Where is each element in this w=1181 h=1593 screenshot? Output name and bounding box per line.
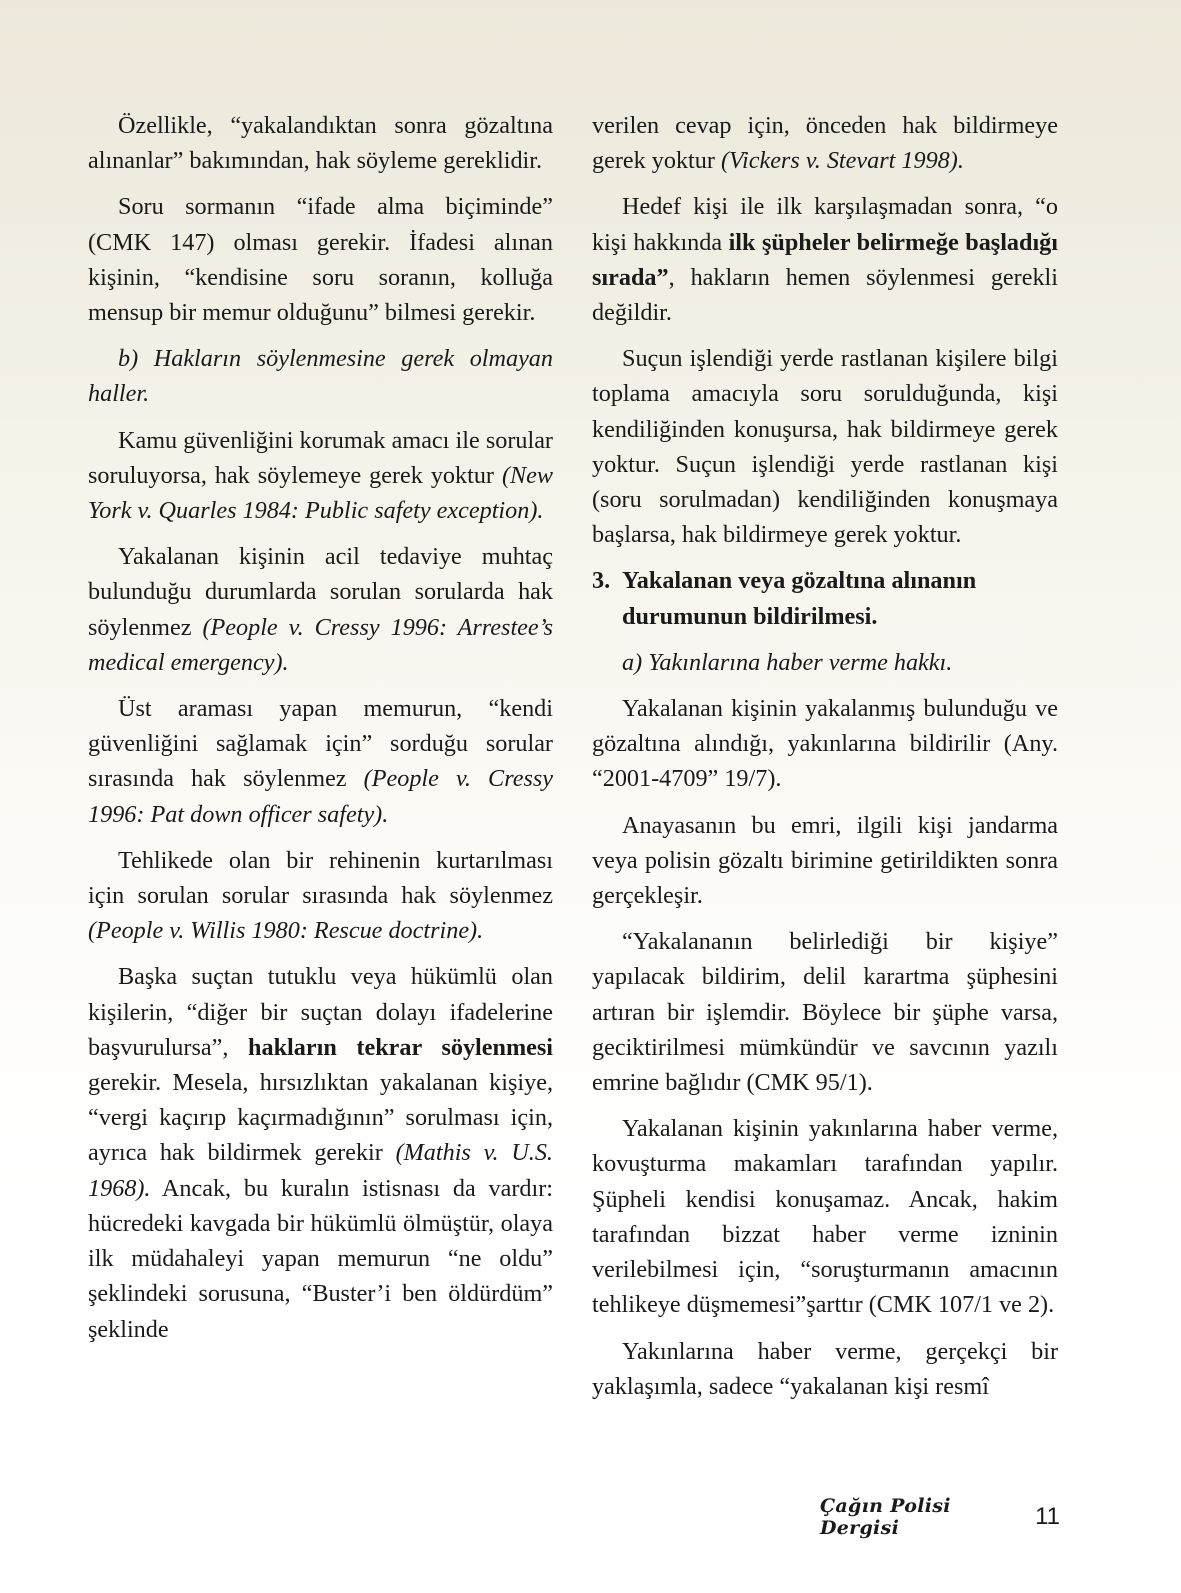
subheading: b) Hakların söylenmesine gerek olmayan haller. [88,345,553,408]
paragraph: Kamu güvenliğini korumak amacı ile sorular soruluyorsa, hak söylemeye gerek yoktur (New York v. Quarles 1984: Public safety exception). [88,426,553,525]
section-number: 3. [592,567,611,595]
page-footer [820,1495,1060,1539]
paragraph: Başka suçtan tutuklu veya hükümlü olan kişilerin, “diğer bir suçtan dolayı ifadelerine başvurulursa”, hakların tekrar söylenmesi gerekir. Mesela, hırsızlıktan yakalanan kişiye, “vergi kaçırıp kaçırmadığının” sorulması için, ayrıca hak bildirmek gerekir (Mathis v. U.S. 1968). Ancak, bu kuralın istisnası da vardır: hücredeki kavgada bir hükümlü ölmüştür, olaya ilk müdahaleyi yapan memurun “ne oldu” şeklindeki sorusuna, “Buster’i ben öldürdüm” şeklinde [88,963,553,1343]
magazine-title: Çağın Polisi Dergisi [820,1495,951,1539]
emphasis: hakların tekrar söylenmesi [248,1033,553,1061]
citation: (Vickers v. Stevart 1998). [720,147,964,175]
paragraph: Suçun işlendiği yerde rastlanan kişilere bilgi toplama amacıyla soru sorulduğunda, kişi kendiliğinden konuşursa, hak bildirmeye gerek yoktur. Suçun işlendiği yerde rastlanan kişi (soru sorulmadan) kendiliğinden konuşmaya başlarsa, hak bildirmeye gerek yoktur. [592,345,1058,549]
paragraph: Soru sormanın “ifade alma biçiminde” (CMK 147) olması gerekir. İfadesi alınan kişinin, “kendisine soru soranın, kolluğa mensup bir memur olduğunu” bilmesi gerekir. [88,193,553,327]
paragraph: Yakınlarına haber verme, gerçekçi bir yaklaşımla, sadece “yakalanan kişi resmî [592,1337,1058,1400]
paragraph: Tehlikede olan bir rehinenin kurtarılması için sorulan sorular sırasında hak söylenmez (People v. Willis 1980: Rescue doctrine). [88,846,553,945]
page-number: 11 [1035,1503,1060,1530]
citation: (Mathis v. U.S. 1968). [88,1139,553,1202]
paragraph: Yakalanan kişinin yakalanmış bulunduğu ve gözaltına alındığı, yakınlarına bildirilir (Any. “2001-4709” 19/7). [592,695,1058,793]
paragraph: Üst araması yapan memurun, “kendi güvenliğini sağlamak için” sorduğu sorular sırasında hak söylenmez (People v. Cressy 1996: Pat down officer safety). [88,695,554,828]
paragraph: verilen cevap için, önceden hak bildirmeye gerek yoktur (Vickers v. Stevart 1998). [592,112,1058,175]
citation: (People v. Cressy 1996: Arrestee’s medical emergency). [88,613,553,676]
citation: (People v. Willis 1980: Rescue doctrine). [88,917,484,945]
paragraph: Yakalanan kişinin acil tedaviye muhtaç bulunduğu durumlarda sorulan sorularda hak söylenmez (People v. Cressy 1996: Arrestee’s medical emergency). [88,543,553,676]
citation: (People v. Cressy 1996: Pat down officer safety). [88,765,554,828]
paragraph: Yakalanan kişinin yakınlarına haber verme, kovuşturma makamları tarafından yapılır. Şüpheli kendisi konuşamaz. Ancak, hakim tarafından bizzat haber verme izninin verilebilmesi için, “soruşturmanın amacının tehlikeye düşmemesi”şarttır (CMK 107/1 ve 2). [592,1115,1058,1319]
emphasis: ilk şüpheler belirmeğe başladığı sırada” [592,228,1058,291]
subheading: a) Yakınlarına haber verme hakkı. [622,648,953,676]
paragraph: Hedef kişi ile ilk karşılaşmadan sonra, “o kişi hakkında ilk şüpheler belirmeğe başladığı sırada”, hakların hemen söylenmesi gerekli değildir. [592,193,1058,327]
section-heading [592,563,1058,633]
paragraph: Anayasanın bu emri, ilgili kişi jandarma veya polisin gözaltı birimine getirildikten sonra gerçekleşir. [592,811,1058,910]
right-column [592,108,1058,1415]
paragraph: “Yakalananın belirlediği bir kişiye” yapılacak bildirim, delil karartma şüphesini artıran bir işlemdir. Böylece bir şüphe varsa, geciktirilmesi mümkündür ve savcının yazılı emrine bağlıdır (CMK 95/1). [592,928,1058,1097]
left-column [88,108,553,1358]
citation: (New York v. Quarles 1984: Public safety exception). [88,461,553,525]
section-title: Yakalanan veya gözaltına alınanın durumunun bildirilmesi. [622,567,977,630]
paragraph: Özellikle, “yakalandıktan sonra gözaltına alınanlar” bakımından, hak söyleme gereklidir. [88,112,553,175]
